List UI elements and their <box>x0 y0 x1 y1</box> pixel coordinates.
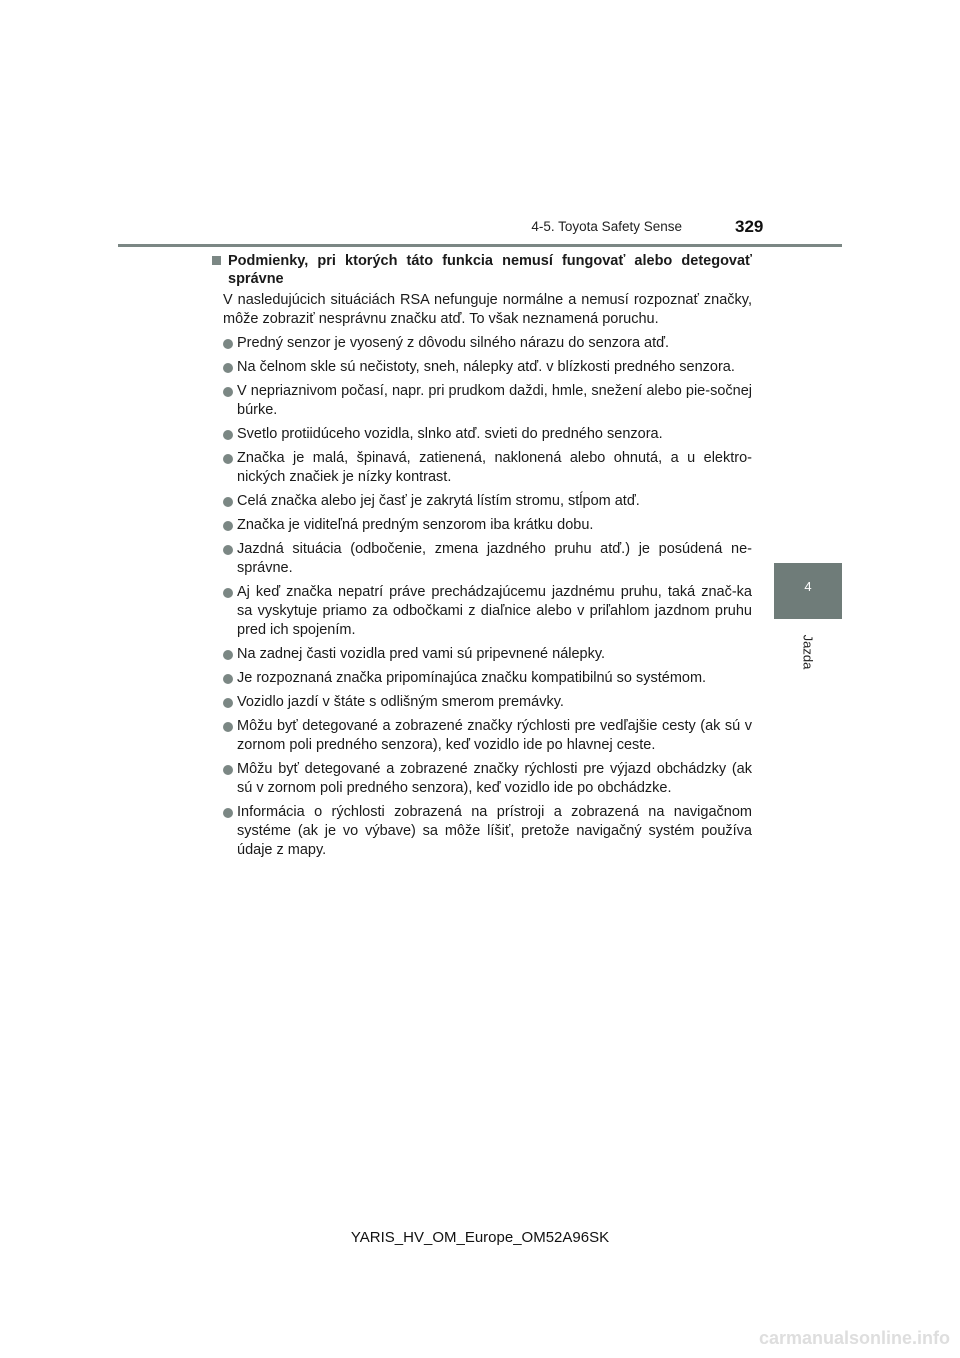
section-heading <box>212 252 752 288</box>
list-item-text: Môžu byť detegované a zobrazené značky rýchlosti pre výjazd obchádzky (ak sú v zornom poli predného senzora), keď vozidlo ide po obchádzke. <box>237 761 752 796</box>
bullet-dot-icon <box>223 454 233 464</box>
header-divider <box>118 244 842 247</box>
list-item-text: Na zadnej časti vozidla pred vami sú pripevnené nálepky. <box>237 646 606 662</box>
list-item <box>212 645 752 664</box>
bullet-dot-icon <box>223 545 233 555</box>
list-item-text: Je rozpoznaná značka pripomínajúca značku kompatibilnú so systémom. <box>237 670 707 686</box>
document-code: YARIS_HV_OM_Europe_OM52A96SK <box>350 1229 610 1246</box>
bullet-dot-icon <box>223 497 233 507</box>
list-item-text: Jazdná situácia (odbočenie, zmena jazdného pruhu atď.) je posúdená ne-správne. <box>237 541 752 576</box>
bullet-dot-icon <box>223 521 233 531</box>
list-item <box>212 669 752 688</box>
section-intro: V nasledujúcich situáciách RSA nefunguje normálne a nemusí rozpoznať značky, môže zobraziť nesprávnu značku atď. To však neznamená poruchu. <box>223 292 752 327</box>
main-content <box>212 252 752 860</box>
list-item <box>212 425 752 444</box>
list-item-text: Na čelnom skle sú nečistoty, sneh, nálepky atď. v blízkosti predného senzora. <box>237 359 735 375</box>
list-item-text: Svetlo protiidúceho vozidla, slnko atď. svieti do predného senzora. <box>237 426 663 442</box>
list-item <box>212 760 752 798</box>
chapter-label-text: Jazda <box>800 634 816 670</box>
bullet-dot-icon <box>223 674 233 684</box>
bullet-dot-icon <box>223 430 233 440</box>
bullet-dot-icon <box>223 808 233 818</box>
condition-list <box>212 334 752 860</box>
list-item-text: Značka je viditeľná predným senzorom iba krátku dobu. <box>237 517 594 533</box>
bullet-dot-icon <box>223 722 233 732</box>
list-item-text: Celá značka alebo jej časť je zakrytá lístím stromu, stĺpom atď. <box>237 493 640 509</box>
list-item <box>212 540 752 578</box>
list-item <box>212 492 752 511</box>
list-item <box>212 803 752 860</box>
list-item-text: Informácia o rýchlosti zobrazená na prístroji a zobrazená na navigačnom systéme (ak je vo výbave) sa môže líšiť, pretože navigačný systém používa údaje z mapy. <box>237 804 752 858</box>
list-item-text: Môžu byť detegované a zobrazené značky rýchlosti pre vedľajšie cesty (ak sú v zornom poli predného senzora), keď vozidlo ide po hlavnej ceste. <box>237 718 752 753</box>
bullet-dot-icon <box>223 588 233 598</box>
bullet-dot-icon <box>223 387 233 397</box>
list-item-text: Predný senzor je vyosený z dôvodu silného nárazu do senzora atď. <box>237 335 670 351</box>
chapter-label <box>800 630 816 674</box>
bullet-dot-icon <box>223 765 233 775</box>
bullet-dot-icon <box>223 650 233 660</box>
list-item <box>212 382 752 420</box>
bullet-dot-icon <box>223 363 233 373</box>
chapter-number: 4 <box>804 579 812 594</box>
list-item-text: Aj keď značka nepatrí práve prechádzajúcemu jazdnému pruhu, taká znač-ka sa vyskytuje priamo za odbočkami z diaľnice alebo v priľahlom jazdnom pruhu pred ich spojením. <box>237 584 752 638</box>
list-item <box>212 358 752 377</box>
bullet-dot-icon <box>223 339 233 349</box>
section-heading-text: Podmienky, pri ktorých táto funkcia nemusí fungovať alebo detegovať správne <box>228 253 752 287</box>
watermark: carmanualsonline.info <box>758 1328 950 1348</box>
header-section-title: 4-5. Toyota Safety Sense <box>531 219 682 234</box>
list-item <box>212 583 752 640</box>
list-item <box>212 693 752 712</box>
list-item-text: Značka je malá, špinavá, zatienená, naklonená alebo ohnutá, a u elektro-nických značiek je nízky kontrast. <box>237 450 752 485</box>
list-item <box>212 449 752 487</box>
list-item <box>212 516 752 535</box>
list-item-text: V nepriaznivom počasí, napr. pri prudkom daždi, hmle, snežení alebo pie-sočnej búrke. <box>237 383 752 418</box>
list-item-text: Vozidlo jazdí v štáte s odlišným smerom premávky. <box>237 694 564 710</box>
square-bullet-icon <box>212 256 221 265</box>
list-item <box>212 717 752 755</box>
chapter-tab <box>774 563 842 619</box>
list-item <box>212 334 752 353</box>
page-number: 329 <box>735 217 764 236</box>
bullet-dot-icon <box>223 698 233 708</box>
